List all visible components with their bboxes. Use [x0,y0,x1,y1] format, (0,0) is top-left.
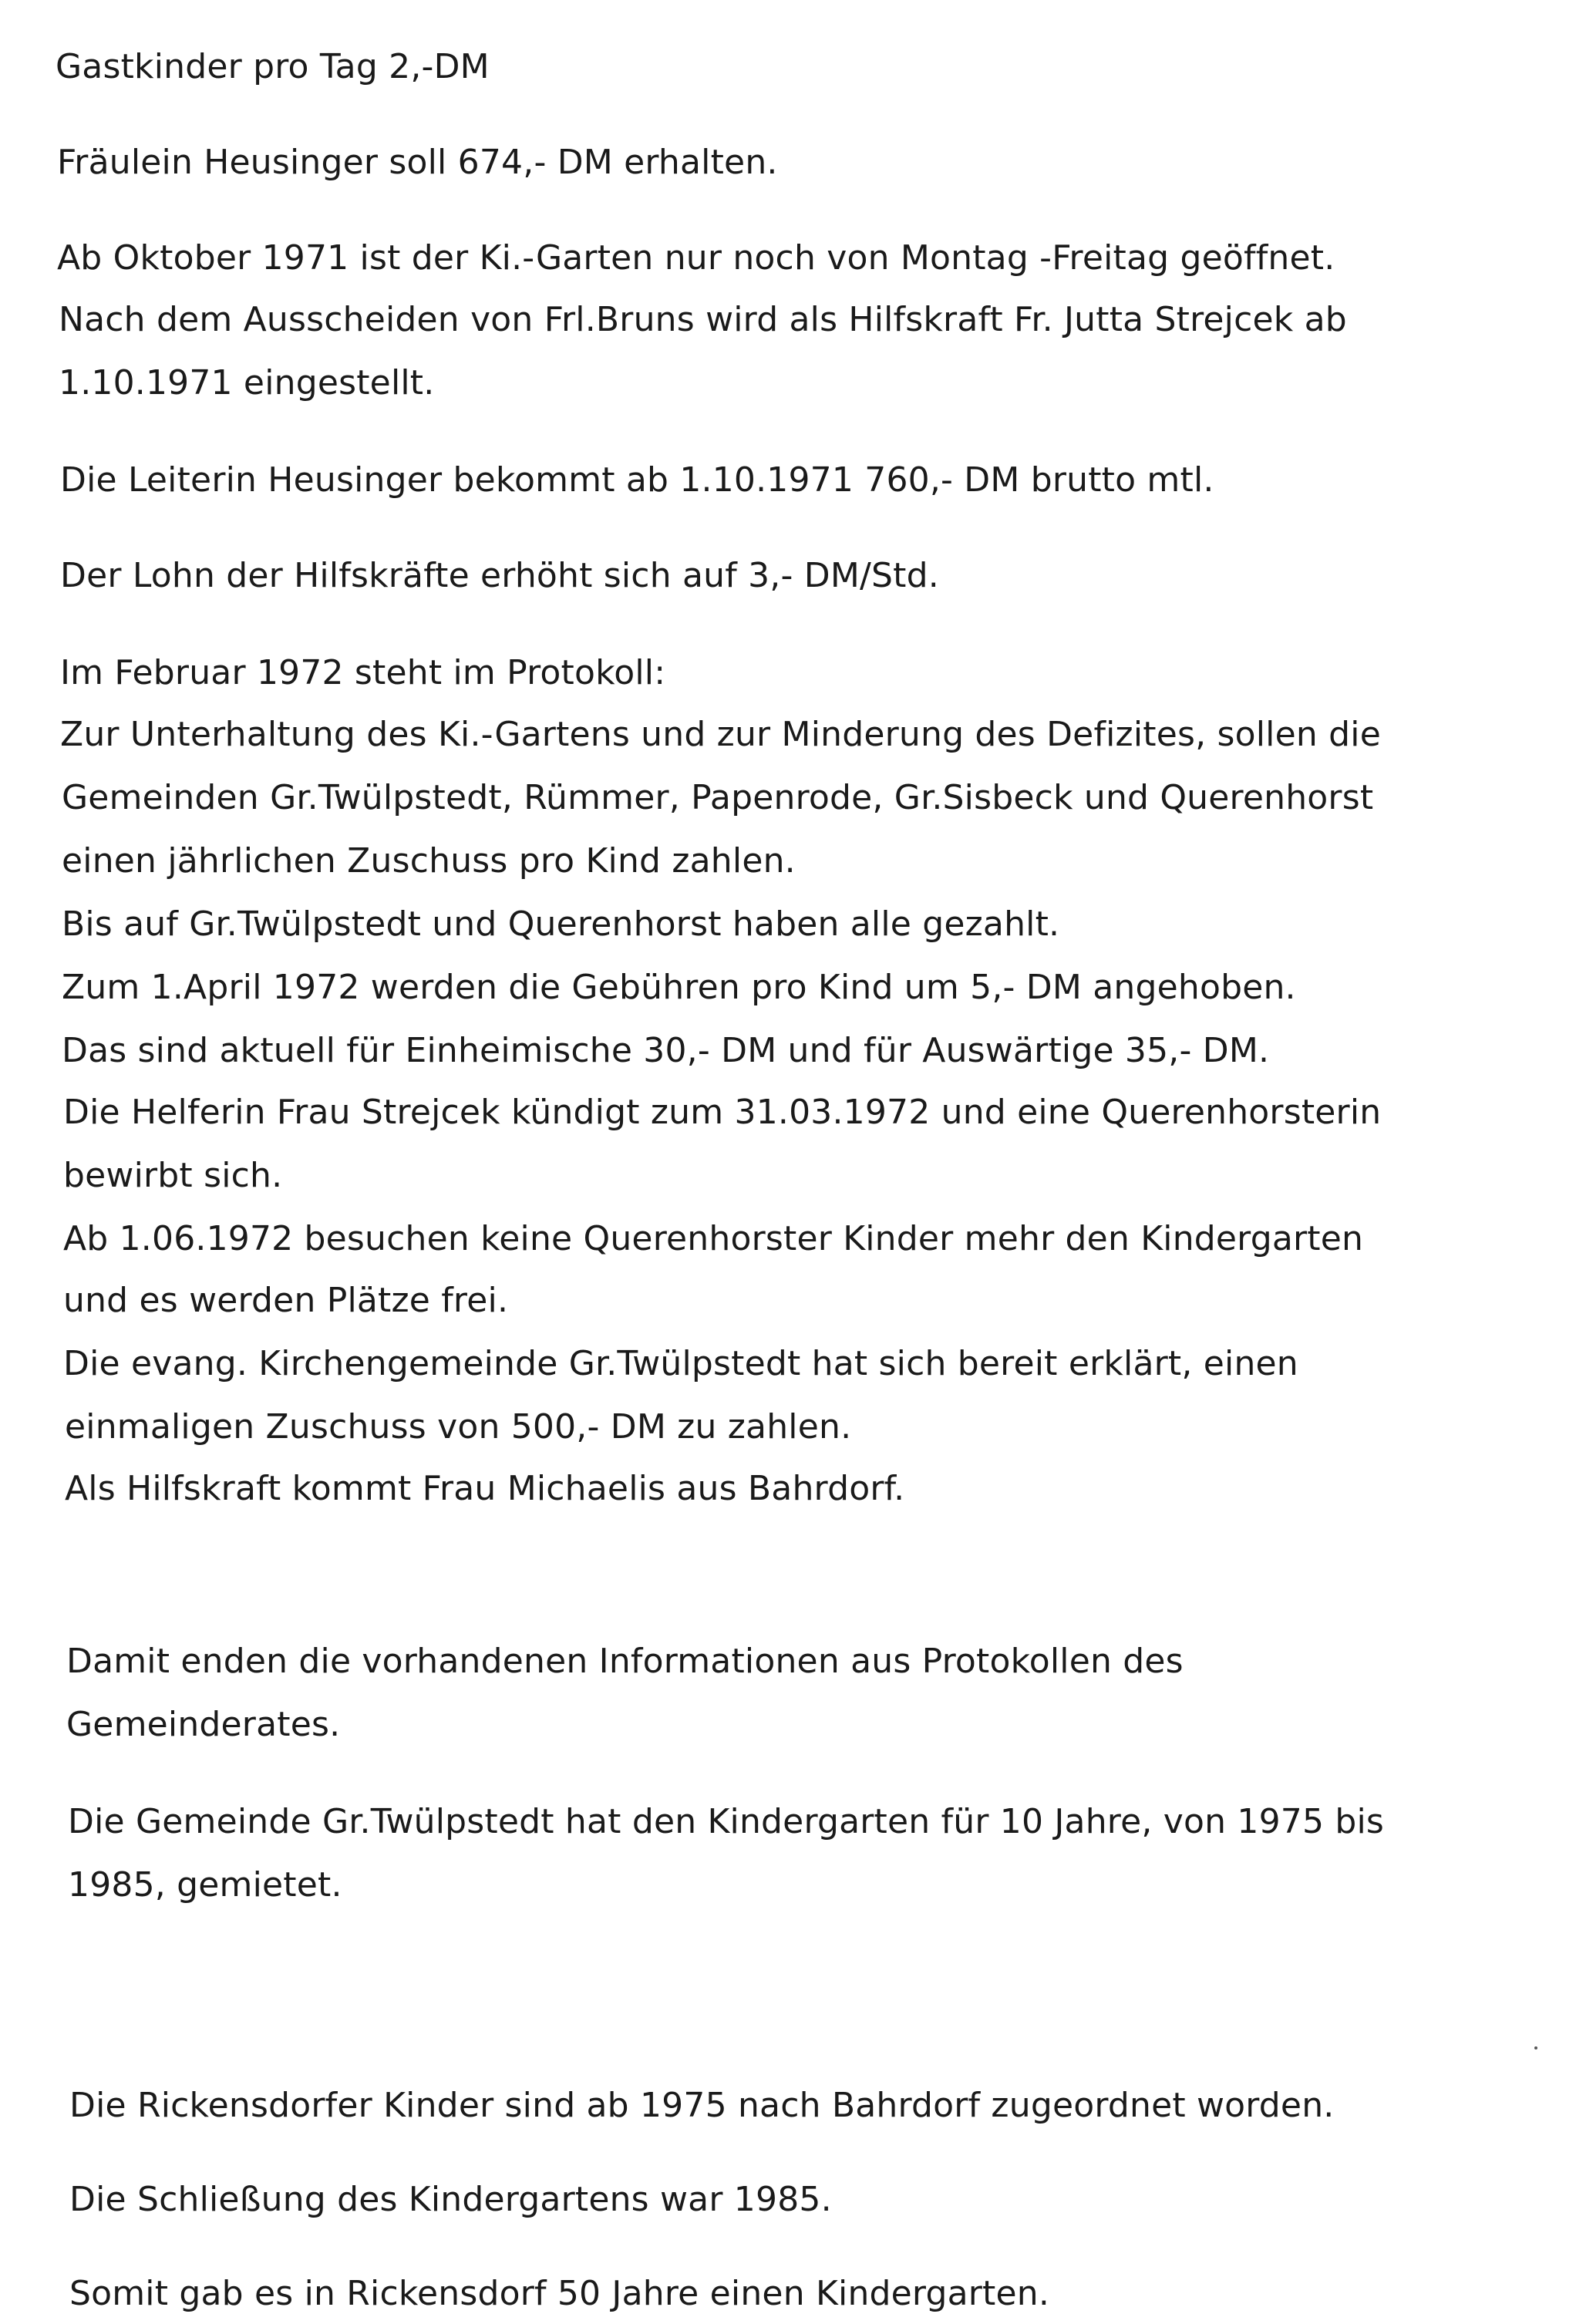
text-line: Gemeinden Gr.Twülpstedt, Rümmer, Papenrode, Gr.Sisbeck und Querenhorst [62,778,1374,817]
text-line: Ab Oktober 1971 ist der Ki.-Garten nur noch von Montag -Freitag geöffnet. [57,238,1335,278]
text-line: Als Hilfskraft kommt Frau Michaelis aus Bahrdorf. [65,1469,905,1508]
text-line: Nach dem Ausscheiden von Frl.Bruns wird als Hilfskraft Fr. Jutta Strejcek ab [59,300,1347,339]
text-line: Im Februar 1972 steht im Protokoll: [60,653,666,692]
text-line: Somit gab es in Rickensdorf 50 Jahre einen Kindergarten. [69,2274,1050,2313]
text-line: Ab 1.06.1972 besuchen keine Querenhorster Kinder mehr den Kindergarten [63,1219,1364,1258]
text-line: 1.10.1971 eingestellt. [59,363,435,402]
text-line: 1985, gemietet. [68,1865,342,1905]
scan-speck [1534,2046,1537,2049]
text-line: Gastkinder pro Tag 2,-DM [56,47,490,86]
text-line: Die evang. Kirchengemeinde Gr.Twülpstedt hat sich bereit erklärt, einen [63,1344,1298,1383]
text-line: einen jährlichen Zuschuss pro Kind zahlen. [62,841,796,881]
text-line: Die Helferin Frau Strejcek kündigt zum 31.03.1972 und eine Querenhorsterin [63,1093,1382,1132]
text-line: Gemeinderates. [66,1705,341,1744]
text-line: und es werden Plätze frei. [63,1281,509,1320]
text-line: Die Gemeinde Gr.Twülpstedt hat den Kindergarten für 10 Jahre, von 1975 bis [68,1802,1385,1841]
text-line: bewirbt sich. [63,1156,283,1195]
text-line: Damit enden die vorhandenen Informationen aus Protokollen des [66,1642,1184,1681]
text-line: Die Schließung des Kindergartens war 1985. [69,2180,832,2219]
text-line: Der Lohn der Hilfskräfte erhöht sich auf 3,- DM/Std. [60,556,939,595]
text-line: Das sind aktuell für Einheimische 30,- DM und für Auswärtige 35,- DM. [62,1031,1270,1070]
text-line: Die Rickensdorfer Kinder sind ab 1975 nach Bahrdorf zugeordnet worden. [69,2086,1335,2125]
text-line: Zum 1.April 1972 werden die Gebühren pro Kind um 5,- DM angehoben. [62,968,1296,1007]
text-line: Fräulein Heusinger soll 674,- DM erhalten. [57,143,778,182]
text-line: Bis auf Gr.Twülpstedt und Querenhorst haben alle gezahlt. [62,904,1060,944]
text-line: Die Leiterin Heusinger bekommt ab 1.10.1971 760,- DM brutto mtl. [60,460,1214,500]
text-line: Zur Unterhaltung des Ki.-Gartens und zur Minderung des Defizites, sollen die [60,715,1381,754]
text-line: einmaligen Zuschuss von 500,- DM zu zahlen. [65,1407,852,1447]
